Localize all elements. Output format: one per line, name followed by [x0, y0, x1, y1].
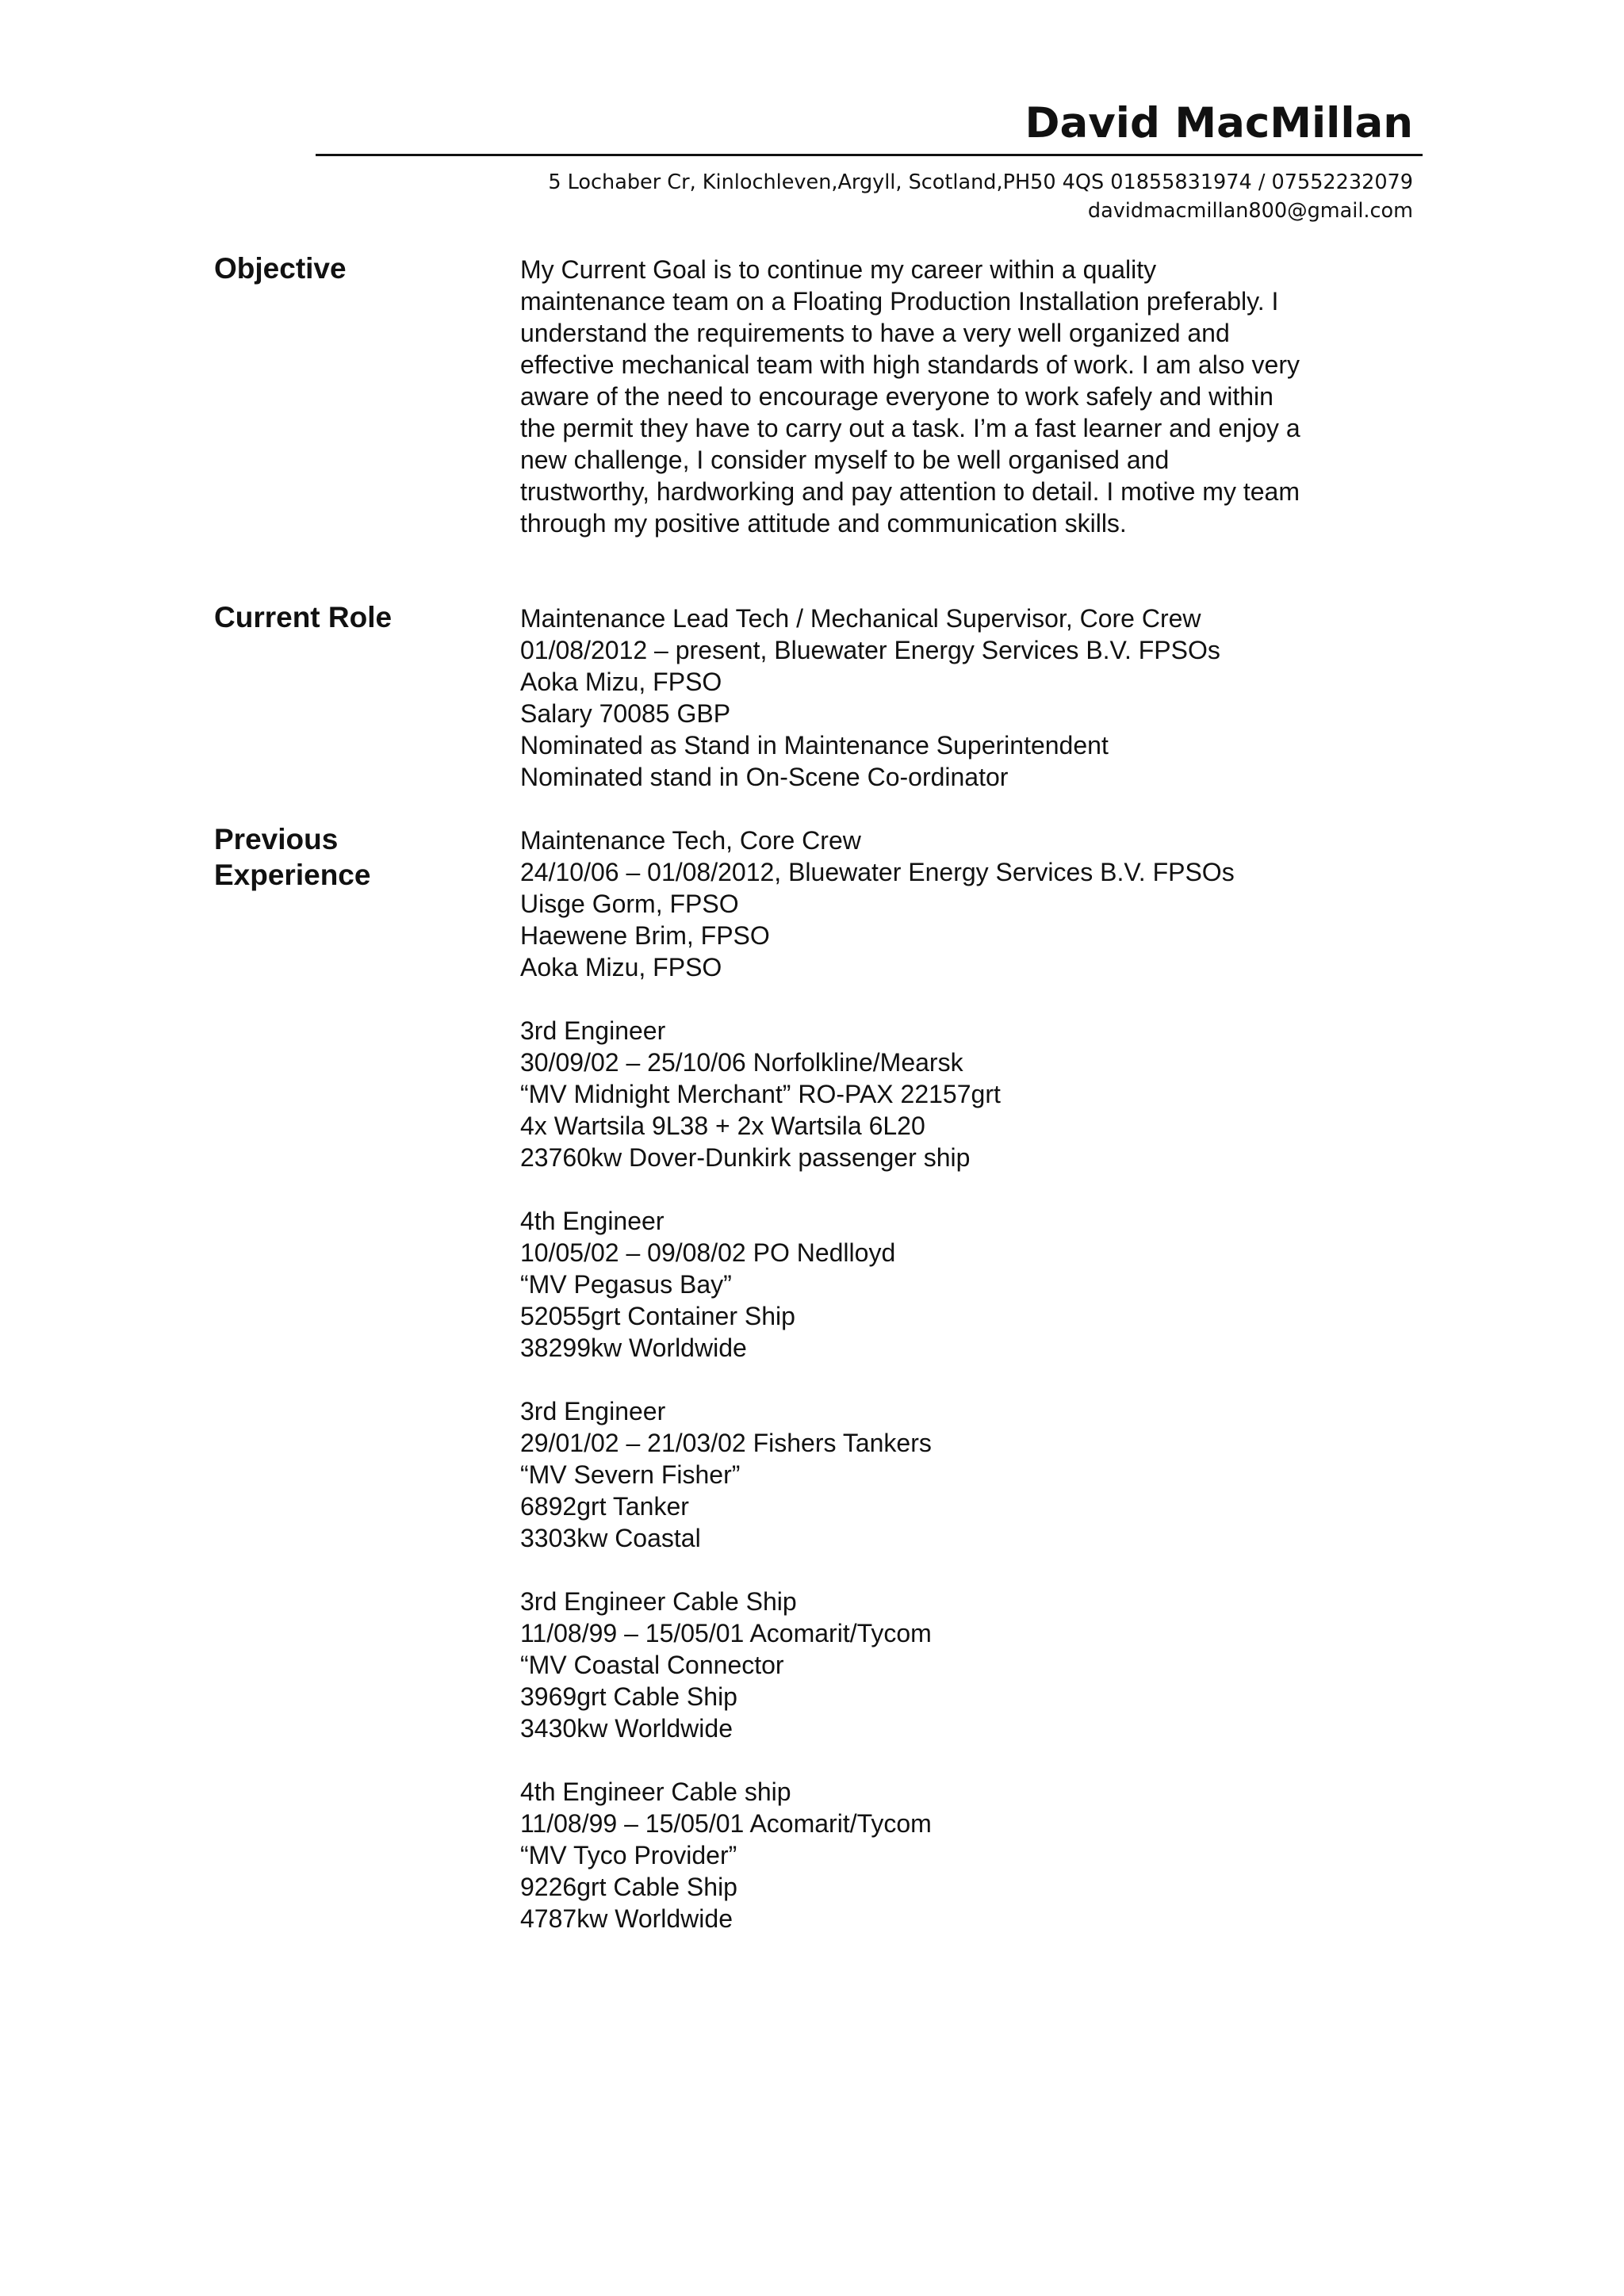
candidate-name: David MacMillan — [1025, 99, 1413, 147]
current-role-line: 01/08/2012 – present, Bluewater Energy Services B.V. FPSOs — [520, 636, 1220, 664]
experience-detail: 3969grt Cable Ship — [520, 1682, 737, 1711]
contact-address-phone: 5 Lochaber Cr, Kinlochleven,Argyll, Scotland,PH50 4QS 01855831974 / 07552232079 — [548, 170, 1413, 194]
experience-detail: Aoka Mizu, FPSO — [520, 953, 722, 982]
objective-text — [520, 254, 1377, 539]
header-divider — [316, 154, 1423, 156]
experience-role: 4th Engineer Cable ship — [520, 1777, 791, 1806]
current-role-heading: Current Role — [214, 601, 393, 633]
experience-dates-company: 24/10/06 – 01/08/2012, Bluewater Energy Services B.V. FPSOs — [520, 858, 1235, 886]
experience-detail: 4787kw Worldwide — [520, 1904, 733, 1933]
experience-detail: Uisge Gorm, FPSO — [520, 890, 739, 918]
objective-line: maintenance team on a Floating Production Installation preferably. I — [520, 287, 1279, 316]
experience-entry — [520, 1015, 1377, 1173]
experience-dates-company: 30/09/02 – 25/10/06 Norfolkline/Mearsk — [520, 1048, 963, 1077]
objective-line: aware of the need to encourage everyone to work safely and within — [520, 382, 1274, 411]
objective-line: trustworthy, hardworking and pay attention to detail. I motive my team — [520, 477, 1300, 506]
experience-entry — [520, 1395, 1377, 1554]
contact-details — [548, 168, 1413, 225]
current-role-line: Salary 70085 GBP — [520, 699, 731, 728]
experience-detail: 4x Wartsila 9L38 + 2x Wartsila 6L20 — [520, 1112, 925, 1140]
experience-detail: “MV Severn Fisher” — [520, 1460, 741, 1489]
objective-line: through my positive attitude and communication skills. — [520, 509, 1127, 538]
current-role-line: Aoka Mizu, FPSO — [520, 668, 722, 696]
experience-detail: “MV Pegasus Bay” — [520, 1270, 732, 1299]
previous-experience-list — [520, 825, 1377, 1966]
experience-role: Maintenance Tech, Core Crew — [520, 826, 861, 855]
objective-line: understand the requirements to have a very well organized and — [520, 319, 1230, 347]
experience-dates-company: 11/08/99 – 15/05/01 Acomarit/Tycom — [520, 1809, 932, 1838]
previous-experience-heading — [214, 821, 500, 893]
experience-detail: Haewene Brim, FPSO — [520, 921, 770, 950]
previous-experience-heading-line-2: Experience — [214, 859, 371, 891]
objective-heading: Objective — [214, 252, 347, 285]
experience-detail: 38299kw Worldwide — [520, 1334, 747, 1362]
experience-role: 4th Engineer — [520, 1207, 665, 1235]
objective-line: My Current Goal is to continue my career within a quality — [520, 255, 1157, 284]
experience-detail: 23760kw Dover-Dunkirk passenger ship — [520, 1143, 971, 1172]
current-role-line: Nominated stand in On-Scene Co-ordinator — [520, 763, 1009, 791]
experience-role: 3rd Engineer — [520, 1397, 666, 1425]
experience-detail: 9226grt Cable Ship — [520, 1873, 737, 1901]
objective-line: new challenge, I consider myself to be well organised and — [520, 446, 1170, 474]
experience-detail: 52055grt Container Ship — [520, 1302, 795, 1330]
experience-detail: “MV Coastal Connector — [520, 1651, 784, 1679]
experience-entry — [520, 825, 1377, 983]
experience-dates-company: 11/08/99 – 15/05/01 Acomarit/Tycom — [520, 1619, 932, 1647]
previous-experience-heading-line-1: Previous — [214, 823, 339, 855]
experience-detail: “MV Tyco Provider” — [520, 1841, 737, 1869]
experience-detail: 6892grt Tanker — [520, 1492, 689, 1521]
experience-entry — [520, 1586, 1377, 1744]
experience-role: 3rd Engineer — [520, 1016, 666, 1045]
experience-detail: “MV Midnight Merchant” RO-PAX 22157grt — [520, 1080, 1001, 1108]
current-role-line: Maintenance Lead Tech / Mechanical Supervisor, Core Crew — [520, 604, 1201, 633]
experience-dates-company: 10/05/02 – 09/08/02 PO Nedlloyd — [520, 1238, 896, 1267]
experience-detail: 3430kw Worldwide — [520, 1714, 733, 1743]
experience-dates-company: 29/01/02 – 21/03/02 Fishers Tankers — [520, 1429, 932, 1457]
objective-line: the permit they have to carry out a task. I’m a fast learner and enjoy a — [520, 414, 1300, 442]
experience-role: 3rd Engineer Cable Ship — [520, 1587, 797, 1616]
experience-entry — [520, 1776, 1377, 1934]
current-role-text — [520, 603, 1377, 793]
current-role-line: Nominated as Stand in Maintenance Superintendent — [520, 731, 1109, 760]
contact-email: davidmacmillan800@gmail.com — [1087, 199, 1413, 223]
objective-line: effective mechanical team with high standards of work. I am also very — [520, 350, 1300, 379]
experience-detail: 3303kw Coastal — [520, 1524, 701, 1552]
experience-entry — [520, 1205, 1377, 1364]
